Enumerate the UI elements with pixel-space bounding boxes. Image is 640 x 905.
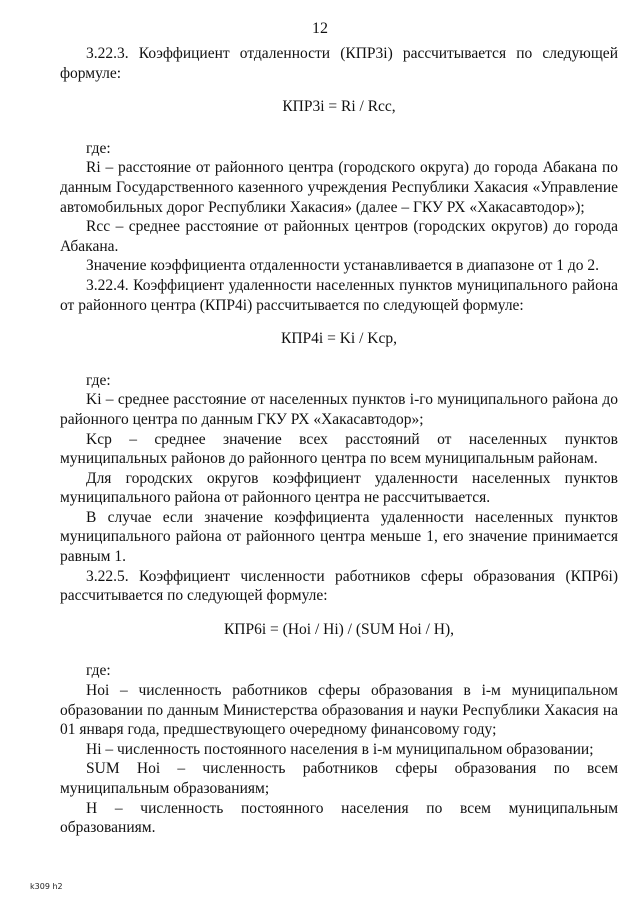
paragraph: Rcc – среднее расстояние от районных центров (городских округов) до города Абакана. xyxy=(60,218,618,255)
paragraph: 3.22.4. Коэффициент удаленности населенных пунктов муниципального района от районного центра (КПР4i) рассчитывается по следующей формуле: xyxy=(60,276,618,314)
page-number: 12 xyxy=(312,20,328,37)
paragraph: 3.22.5. Коэффициент численности работников сферы образования (КПР6i) рассчитывается по следующей формуле: xyxy=(60,567,618,605)
document-body xyxy=(60,44,618,838)
paragraph: Ri – расстояние от районного центра (городского округа) до города Абакана по данным Государственного казенного учреждения Республики Хакасия «Управление автомобильных дорог Республики Хакасия» (далее – ГКУ РХ «Хакасавтодор»); xyxy=(60,159,618,216)
footer-code: k309 h2 xyxy=(30,882,63,891)
paragraph: Hoi – численность работников сферы образования в i-м муниципальном образовании по данным Министерства образования и науки Республики Хакасия на 01 января года, предшествующего очередному финансовому году; xyxy=(60,682,618,739)
paragraph: В случае если значение коэффициента удаленности населенных пунктов муниципального района от районного центра меньше 1, его значение принимается равным 1. xyxy=(60,508,618,566)
paragraph: Значение коэффициента отдаленности устанавливается в диапазоне от 1 до 2. xyxy=(86,257,600,275)
paragraph: Для городских округов коэффициент удаленности населенных пунктов муниципального района от районного центра не рассчитывается. xyxy=(60,469,618,507)
paragraph: Ki – среднее расстояние от населенных пунктов i-го муниципального района до районного центра по данным ГКУ РХ «Хакасавтодор»; xyxy=(60,391,618,428)
formula: КПР4i = Ki / Kcp, xyxy=(281,330,397,348)
formula: КПР6i = (Hoi / Hi) / (SUM Hoi / H), xyxy=(223,620,455,638)
paragraph: Hi – численность постоянного населения в i-м муниципальном образовании; xyxy=(86,740,594,758)
paragraph: SUM Hoi – численность работников сферы образования по всем муниципальным образованиям; xyxy=(60,760,618,797)
paragraph: H – численность постоянного населения по всем муниципальным образованиям. xyxy=(60,799,618,837)
paragraph: 3.22.3. Коэффициент отдаленности (КПР3i) рассчитывается по следующей формуле: xyxy=(60,45,618,82)
formula: КПР3i = Ri / Rcc, xyxy=(282,98,396,116)
where-label: где: xyxy=(86,139,111,157)
where-label: где: xyxy=(86,662,111,680)
where-label: где: xyxy=(86,371,111,389)
paragraph: Kcp – среднее значение всех расстояний от населенных пунктов муниципальных районов до районного центра по всем муниципальным районам. xyxy=(60,430,618,468)
